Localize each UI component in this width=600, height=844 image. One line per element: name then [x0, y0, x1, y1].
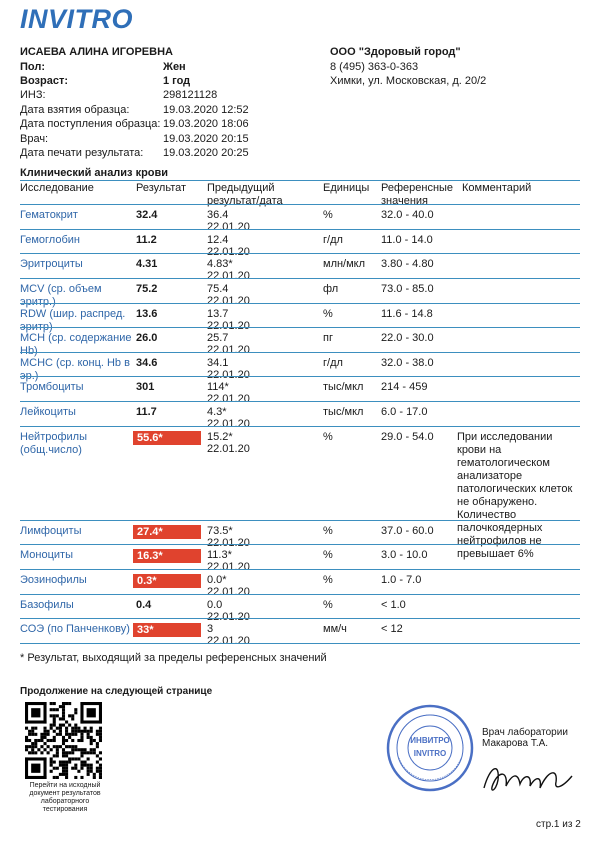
patient-field-label: Дата печати результата:: [20, 147, 144, 159]
row-rule: [20, 303, 580, 304]
section-title: Клинический анализ крови: [20, 167, 169, 179]
qr-caption: Перейти на исходный документ результатов лабораторного тестирования: [29, 782, 101, 813]
result-value: 4.31: [136, 258, 158, 270]
patient-field-label: Дата поступления образца:: [20, 118, 161, 130]
header-rule-top: [20, 180, 580, 181]
previous-result: 25.7: [207, 332, 229, 344]
reference-range: 6.0 - 17.0: [381, 406, 428, 418]
previous-result: 12.4: [207, 234, 229, 246]
previous-date: 22.01.20: [207, 418, 250, 430]
reference-range: < 1.0: [381, 599, 406, 611]
previous-date: 22.01.20: [207, 443, 250, 455]
units: г/дл: [323, 357, 343, 369]
doctor-title: Врач лаборатории: [482, 727, 568, 738]
units: %: [323, 525, 333, 537]
result-value: 32.4: [136, 209, 158, 221]
previous-date: 22.01.20: [207, 295, 250, 307]
previous-date: 22.01.20: [207, 586, 250, 598]
result-value: 301: [136, 381, 155, 393]
col-header-ref: Референсные значения: [381, 182, 454, 207]
row-rule: [20, 229, 580, 230]
previous-result: 3: [207, 623, 214, 635]
lab-name: ООО "Здоровый город": [330, 46, 461, 58]
patient-field-value: 19.03.2020 20:15: [163, 133, 249, 145]
col-header-result: Результат: [136, 182, 187, 194]
patient-name: ИСАЕВА АЛИНА ИГОРЕВНА: [20, 46, 173, 58]
result-value-flagged: 33*: [133, 623, 201, 637]
row-rule: [20, 278, 580, 279]
test-name: RDW (шир. распред. эритр): [20, 308, 126, 333]
reference-range: 73.0 - 85.0: [381, 283, 434, 295]
row-rule: [20, 643, 580, 644]
doctor-signature: [478, 758, 578, 798]
result-value-flagged: 0.3*: [133, 574, 201, 588]
previous-date: 22.01.20: [207, 537, 250, 549]
test-name: Лейкоциты: [20, 406, 76, 418]
patient-field-value: 19.03.2020 12:52: [163, 104, 249, 116]
previous-date: 22.01.20: [207, 635, 250, 647]
previous-date: 22.01.20: [207, 270, 250, 282]
continuation-note: Продолжение на следующей странице: [20, 686, 213, 697]
col-header-prev: Предыдущий результат/дата: [207, 182, 283, 207]
row-rule: [20, 544, 580, 545]
test-name: Тромбоциты: [20, 381, 84, 393]
units: тыс/мкл: [323, 381, 364, 393]
footnote: * Результат, выходящий за пределы референсных значений: [20, 652, 327, 664]
result-value: 0.4: [136, 599, 152, 611]
test-name: Эритроциты: [20, 258, 83, 270]
lab-address: Химки, ул. Московская, д. 20/2: [330, 75, 487, 87]
previous-result: 36.4: [207, 209, 229, 221]
col-header-test: Исследование: [20, 182, 94, 194]
svg-text:INVITRO: INVITRO: [413, 749, 447, 758]
units: млн/мкл: [323, 258, 366, 270]
result-value-flagged: 27.4*: [133, 525, 201, 539]
previous-date: 22.01.20: [207, 246, 250, 258]
previous-result: 4.83*: [207, 258, 233, 270]
row-rule: [20, 352, 580, 353]
reference-range: 11.0 - 14.0: [381, 234, 433, 246]
patient-field-value: Жен: [163, 61, 186, 73]
patient-field-label: Возраст:: [20, 75, 68, 87]
test-name: MCH (ср. содержание Hb): [20, 332, 132, 357]
units: %: [323, 574, 333, 586]
patient-field-label: Врач:: [20, 133, 49, 145]
previous-result: 0.0*: [207, 574, 227, 586]
reference-range: 214 - 459: [381, 381, 428, 393]
previous-result: 0.0: [207, 599, 223, 611]
test-name: Нейтрофилы (общ.число): [20, 431, 87, 456]
previous-date: 22.01.20: [207, 611, 250, 623]
patient-field-value: 1 год: [163, 75, 191, 87]
test-name: MCHC (ср. конц. Hb в эр.): [20, 357, 130, 382]
test-name: Базофилы: [20, 599, 74, 611]
row-rule: [20, 594, 580, 595]
result-value: 34.6: [136, 357, 158, 369]
patient-field-label: Дата взятия образца:: [20, 104, 130, 116]
units: тыс/мкл: [323, 406, 364, 418]
lab-phone: 8 (495) 363-0-363: [330, 61, 419, 73]
previous-result: 34.1: [207, 357, 229, 369]
patient-field-label: ИНЗ:: [20, 89, 46, 101]
test-name: Моноциты: [20, 549, 73, 561]
result-value: 75.2: [136, 283, 158, 295]
row-rule: [20, 253, 580, 254]
previous-date: 22.01.20: [207, 369, 250, 381]
page-number: стр.1 из 2: [536, 819, 581, 830]
reference-range: 11.6 - 14.8: [381, 308, 433, 320]
reference-range: < 12: [381, 623, 403, 635]
row-rule: [20, 327, 580, 328]
units: фл: [323, 283, 339, 295]
previous-date: 22.01.20: [207, 561, 250, 573]
reference-range: 3.0 - 10.0: [381, 549, 428, 561]
patient-field-value: 298121128: [163, 89, 218, 101]
previous-result: 15.2*: [207, 431, 233, 443]
svg-text:ИНВИТРО: ИНВИТРО: [410, 736, 450, 745]
test-name: Гемоглобин: [20, 234, 80, 246]
reference-range: 1.0 - 7.0: [381, 574, 422, 586]
doctor-name: Макарова Т.А.: [482, 738, 549, 749]
reference-range: 32.0 - 40.0: [381, 209, 434, 221]
patient-field-value: 19.03.2020 18:06: [163, 118, 249, 130]
row-rule: [20, 401, 580, 402]
lab-stamp: [385, 703, 475, 793]
result-value-flagged: 55.6*: [133, 431, 201, 445]
row-rule: [20, 426, 580, 427]
qr-code[interactable]: [25, 702, 102, 779]
reference-range: 29.0 - 54.0: [381, 431, 434, 443]
previous-result: 11.3*: [207, 549, 232, 561]
previous-date: 22.01.20: [207, 393, 250, 405]
units: %: [323, 431, 333, 443]
units: пг: [323, 332, 333, 344]
units: мм/ч: [323, 623, 347, 635]
units: %: [323, 209, 333, 221]
row-rule: [20, 376, 580, 377]
units: %: [323, 549, 333, 561]
reference-range: 22.0 - 30.0: [381, 332, 434, 344]
units: %: [323, 308, 333, 320]
patient-field-value: 19.03.2020 20:25: [163, 147, 249, 159]
header-rule-bottom: [20, 204, 580, 205]
row-rule: [20, 618, 580, 619]
row-rule: [20, 520, 580, 521]
previous-result: 4.3*: [207, 406, 227, 418]
test-name: MCV (ср. объем эритр.): [20, 283, 102, 308]
reference-range: 3.80 - 4.80: [381, 258, 434, 270]
comment: При исследовании крови на гематологическом анализаторе патологических клеток не обнаружено. Количество палочкоядерных нейтрофилов не превышает 6%: [457, 431, 573, 560]
previous-date: 22.01.20: [207, 320, 250, 332]
units: г/дл: [323, 234, 343, 246]
result-value: 26.0: [136, 332, 158, 344]
test-name: Лимфоциты: [20, 525, 82, 537]
row-rule: [20, 569, 580, 570]
reference-range: 32.0 - 38.0: [381, 357, 434, 369]
previous-result: 73.5*: [207, 525, 233, 537]
invitro-logo: INVITRO: [20, 4, 134, 34]
previous-result: 13.7: [207, 308, 229, 320]
col-header-units: Единицы: [323, 182, 370, 194]
previous-result: 75.4: [207, 283, 229, 295]
col-header-comment: Комментарий: [462, 182, 532, 194]
result-value: 13.6: [136, 308, 158, 320]
result-value: 11.2: [136, 234, 157, 246]
result-value: 11.7: [136, 406, 157, 418]
reference-range: 37.0 - 60.0: [381, 525, 434, 537]
result-value-flagged: 16.3*: [133, 549, 201, 563]
test-name: Эозинофилы: [20, 574, 87, 586]
test-name: СОЭ (по Панченкову): [20, 623, 130, 635]
previous-date: 22.01.20: [207, 344, 250, 356]
previous-date: 22.01.20: [207, 221, 250, 233]
test-name: Гематокрит: [20, 209, 78, 221]
patient-field-label: Пол:: [20, 61, 46, 73]
units: %: [323, 599, 333, 611]
previous-result: 114*: [207, 381, 229, 393]
